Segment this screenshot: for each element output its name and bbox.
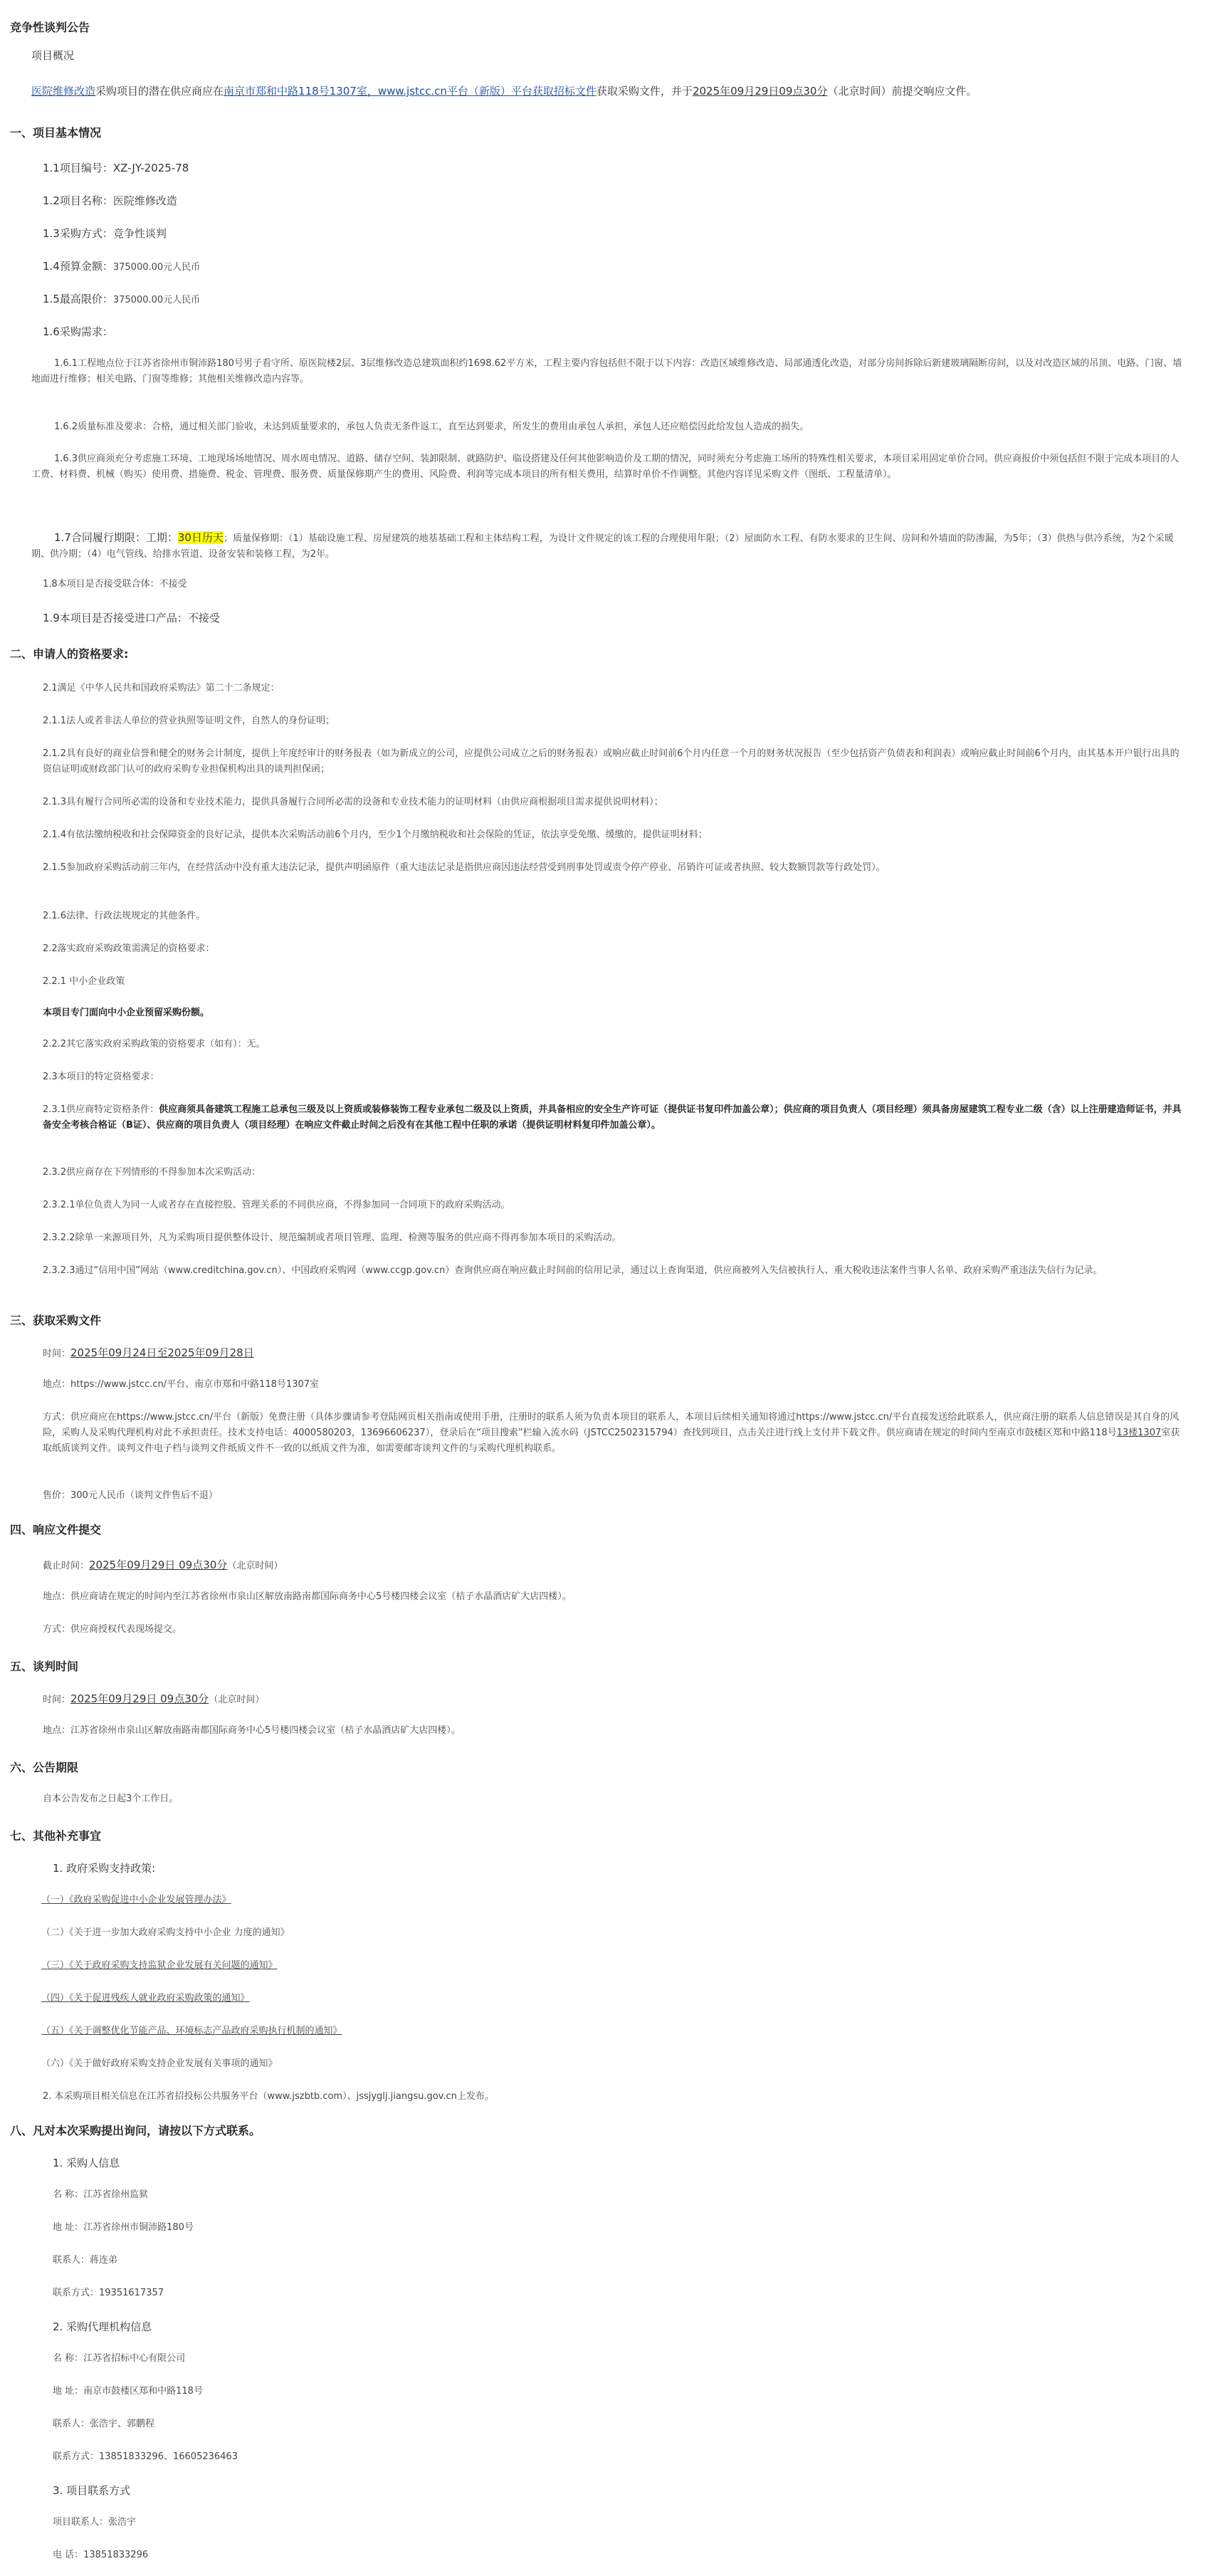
obtain-place: 地点：https://www.jstcc.cn/平台、南京市郑和中路118号1307室 — [43, 1379, 320, 1390]
budget — [10, 258, 1198, 276]
project-link[interactable]: 医院维修改造 — [31, 85, 96, 98]
section-2-heading: 二、申请人的资格要求: — [10, 647, 129, 661]
address-link[interactable]: 南京市郑和中路118号1307室，www.jstcc.cn平台（新版）平台获取招标文件 — [224, 85, 597, 98]
project-contact: 项目联系人：张浩宇 — [53, 2517, 137, 2528]
policy-heading: 1. 政府采购支持政策: — [53, 1862, 156, 1875]
agent-address: 地 址：南京市鼓楼区郑和中路118号 — [53, 2386, 203, 2397]
req-2-1-6: 2.1.6法律、行政法规规定的其他条件。 — [43, 911, 206, 921]
procurement-needs: 1.6采购需求： — [43, 325, 113, 338]
price-cap — [10, 290, 1198, 308]
req-2-1-1: 2.1.1法人或者非法人单位的营业执照等证明文件，自然人的身份证明； — [43, 716, 335, 726]
submit-deadline — [10, 1556, 1198, 1574]
overview-t1: 采购项目的潜在供应商应在 — [95, 85, 224, 98]
overview-text — [10, 83, 1198, 100]
policy-item-6: （六）《关于做好政府采购支持企业发展有关事项的通知》 — [41, 2058, 278, 2069]
agent-name: 名 称：江苏省招标中心有限公司 — [53, 2353, 186, 2364]
policy-link-5[interactable]: （五）《关于调整优化节能产品、环境标志产品政府采购执行机制的通知》 — [41, 2026, 342, 2036]
need-3: 1.6.3供应商须充分考虑施工环境、工地现场场地情况、周水周电情况、道路、储存空间、装卸限制、就路防护、临设搭建及任何其他影响造价及工期的情况，同时须充分考虑施工场所的特殊性相关要求，本项目采用固定单价合同。供应商报价中须包括但不限于完成本项目的人工费、材料费、机械（购买）使用费、措施费、税金、管理费、服务费、质量保修期产生的费用、风险费、利润等完成本项目的所有相关费用，结算时单价不作调整。其他内容详见采购文件（图纸、工程量清单）。 — [31, 454, 1180, 480]
req-2-2-1: 2.2.1 中小企业政策 — [43, 976, 125, 987]
req-2-2: 2.2落实政府采购政策需满足的资格要求： — [43, 943, 215, 954]
policy-link-4[interactable]: （四）《关于促进残疾人就业政府采购政策的通知》 — [41, 1993, 250, 2004]
req-2-3: 2.3本项目的特定资格要求： — [43, 1072, 159, 1082]
obtain-way-u: 13楼1307 — [1116, 1428, 1162, 1438]
submit-place: 地点：供应商请在规定的时间内至江苏省徐州市泉山区解放南路南都国际商务中心5号楼四楼会议室（桔子水晶酒店矿大店四楼）。 — [43, 1591, 572, 1602]
need-2: 1.6.2质量标准及要求：合格，通过相关部门验收，未达到质量要求的，承包人负责无条件返工，直至达到要求，所发生的费用由承包人承担，承包人还应赔偿因此给发包人造成的损失。 — [54, 422, 809, 432]
negotiation-time — [10, 1690, 1198, 1708]
policy-item-2: （二）《关于进一步加大政府采购支持中小企业 力度的通知》 — [41, 1927, 290, 1938]
negotiation-time-tz: （北京时间） — [209, 1695, 265, 1705]
negotiation-time-value: 2025年09月29日 09点30分 — [70, 1692, 209, 1705]
negotiation-place: 地点：江苏省徐州市泉山区解放南路南都国际商务中心5号楼四楼会议室（桔子水晶酒店矿大店四楼）。 — [43, 1725, 461, 1736]
imports: 1.9本项目是否接受进口产品：不接受 — [43, 612, 220, 624]
section-7-heading: 七、其他补充事宜 — [10, 1829, 102, 1843]
project-name: 1.2项目名称：医院维修改造 — [43, 194, 177, 207]
req-2-2-1-bold: 本项目专门面向中小企业预留采购份额。 — [43, 1007, 210, 1018]
buyer-name: 名 称：江苏省徐州监狱 — [53, 2189, 149, 2200]
policy-item-3[interactable] — [10, 1958, 1198, 1974]
req-2-3-1-label: 2.3.1供应商特定资格条件： — [43, 1104, 159, 1115]
req-2-1-5: 2.1.5参加政府采购活动前三年内，在经营活动中没有重大违法记录，提供声明函原件（重大违法记录是指供应商因违法经营受到刑事处罚或责令停产停业、吊销许可证或者执照、较大数额罚款等行政处罚）。 — [43, 862, 886, 873]
section-4-heading: 四、响应文件提交 — [10, 1523, 102, 1536]
req-2-3-2-2: 2.3.2.2除单一来源项目外，凡为采购项目提供整体设计、规范编制或者项目管理、监理、检测等服务的供应商不得再参加本项目的采购活动。 — [43, 1232, 621, 1243]
req-2-2-2: 2.2.2其它落实政府采购政策的资格要求（如有）：无。 — [43, 1039, 266, 1049]
policy-item-5[interactable] — [10, 2023, 1198, 2039]
buyer-contact: 联系人：蒋连弟 — [53, 2255, 118, 2266]
req-2-1-4: 2.1.4有依法缴纳税收和社会保障资金的良好记录，提供本次采购活动前6个月内，至少1个月缴纳税收和社会保险的凭证，依法享受免缴、缓缴的，提供证明材料； — [43, 829, 708, 840]
obtain-price: 售价：300元人民币（谈判文件售后不退） — [43, 1490, 218, 1501]
agent-heading: 2. 采购代理机构信息 — [53, 2320, 152, 2333]
agent-tel: 联系方式：13851833296、16605236463 — [53, 2451, 238, 2462]
submit-deadline-tz: （北京时间） — [227, 1561, 283, 1571]
obtain-time — [10, 1344, 1198, 1362]
overview-t3: （北京时间）前提交响应文件。 — [827, 85, 977, 98]
section-1-heading: 一、项目基本情况 — [10, 126, 102, 140]
policy-link-1[interactable]: （一）《政府采购促进中小企业发展管理办法》 — [41, 1895, 231, 1905]
req-2-1-2: 2.1.2具有良好的商业信誉和健全的财务会计制度，提供上年度经审计的财务报表（如为新成立的公司，应提供公司成立之后的财务报表）或响应截止时间前6个月内任意一个月的财务状况报告（至少包括资产负债表和利润表）或响应截止时间前6个月内，由其基本开户银行出具的资信证明或财政部门认可的政府采购专业担保机构出具的谈判担保函； — [43, 748, 1180, 775]
submit-deadline-label: 截止时间： — [43, 1561, 90, 1571]
buyer-tel: 联系方式：19351617357 — [53, 2288, 164, 2298]
contract-period — [10, 529, 1198, 562]
submit-deadline-value: 2025年09月29日 09点30分 — [89, 1559, 228, 1571]
need-1: 1.6.1工程地点位于江苏省徐州市铜沛路180号男子看守所、原医院楼2层、3层维修改造总建筑面积约1698.62平方米，工程主要内容包括但不限于以下内容：改造区域维修改造、局部通透化改造，对部分房间拆除后新建玻璃隔断房间，以及对改造区域的吊顶、电路、门窗、墙地面进行维修；相关电路、门窗等维修；其他相关维修改造内容等。 — [31, 358, 1182, 384]
budget-value: 375000.00元人民币 — [112, 262, 201, 273]
consortium: 1.8本项目是否接受联合体：不接受 — [43, 579, 187, 590]
cap-value: 375000.00元人民币 — [112, 295, 201, 305]
overview-t2: 获取采购文件，并于 — [596, 85, 693, 98]
req-2-3-2: 2.3.2供应商存在下列情形的不得参加本次采购活动： — [43, 1167, 261, 1178]
buyer-heading: 1. 采购人信息 — [53, 2157, 120, 2169]
req-2-3-2-3: 2.3.2.3通过“信用中国”网站（www.creditchina.gov.cn）、中国政府采购网（www.ccgp.gov.cn）查询供应商在响应截止时间前的信用记录，通过以上查询渠道，供应商被列入失信被执行人、重大税收违法案件当事人名单、政府采购严重违法失信行为记录。 — [43, 1265, 1103, 1276]
overview-deadline: 2025年09月29日09点30分 — [692, 85, 828, 98]
policy-link-3[interactable]: （三）《关于政府采购支持监狱企业发展有关问题的通知》 — [41, 1960, 278, 1971]
project-number: 1.1项目编号：XZ-JY-2025-78 — [43, 162, 189, 174]
obtain-time-label: 时间： — [43, 1349, 71, 1359]
period-highlight: 30日历天 — [177, 531, 224, 544]
req-2-1-3: 2.1.3具有履行合同所必需的设备和专业技术能力，提供具备履行合同所必需的设备和专业技术能力的证明材料（由供应商根据项目需求提供说明材料）； — [43, 797, 663, 807]
req-2-3-2-1: 2.3.2.1单位负责人为同一人或者存在直接控股、管理关系的不同供应商，不得参加同一合同项下的政府采购活动。 — [43, 1200, 510, 1210]
req-2-1: 2.1满足《中华人民共和国政府采购法》第二十二条规定： — [43, 683, 280, 693]
cap-label: 1.5最高限价： — [43, 293, 113, 305]
policy-item-4[interactable] — [10, 1991, 1198, 2006]
project-tel: 电 话：13851833296 — [53, 2550, 149, 2560]
section-6-heading: 六、公告期限 — [10, 1761, 79, 1774]
project-contact-heading: 3. 项目联系方式 — [53, 2484, 131, 2497]
period-label: 1.7合同履行期限：工期： — [54, 531, 178, 544]
agent-contact: 联系人：张浩宇、郭鹏程 — [53, 2419, 155, 2429]
overview-heading: 项目概况 — [31, 49, 75, 62]
obtain-way-a: 方式：供应商应在https://www.jstcc.cn/平台（新版）免费注册（具体步骤请参考登陆网页相关指南或使用手册，注册时的联系人须为负责本项目的联系人，本项目后续相关通知将通过https://www.jstcc.cn/平台直接发送给此联系人，供应商注册的联系人信息错误是其自身的风险，采购人及采购代理机构对此不承担责任。技术支持电话：4000580203，13696606237），登录后在“项目搜索”栏输入流水码（JSTCC2502315794）查找到项目，点击关注进行线上支付并下载文件。供应商请在规定的时间内至南京市鼓楼区郑和中路118号 — [43, 1412, 1180, 1438]
buyer-address: 地 址：江苏省徐州市铜沛路180号 — [53, 2222, 194, 2233]
period-rest: ；质量保修期：（1）基础设施工程、房屋建筑的地基基础工程和主体结构工程，为设计文件规定的该工程的合理使用年限；（2）屋面防水工程、有防水要求的卫生间、房间和外墙面的防渗漏，为5年；（3）供热与供冷系统，为2个采暖期、供冷期；（4）电气管线、给排水管道、设备安装和装修工程，为2年。 — [31, 533, 1174, 560]
publish-note: 2. 本采购项目相关信息在江苏省招投标公共服务平台（www.jszbtb.com）、jssjyglj.jiangsu.gov.cn上发布。 — [43, 2091, 494, 2102]
obtain-way-b: 室获取纸质谈判文件。谈判文件电子档与谈判文件纸质文件不一致的以纸质文件为准，如需要邮寄谈判文件的与采购代理机构联系。 — [43, 1428, 1180, 1454]
obtain-time-value: 2025年09月24日至2025年09月28日 — [70, 1346, 254, 1359]
section-3-heading: 三、获取采购文件 — [10, 1314, 102, 1327]
negotiation-time-label: 时间： — [43, 1695, 71, 1705]
section-5-heading: 五、谈判时间 — [10, 1660, 79, 1673]
section-8-heading: 八、凡对本次采购提出询问，请按以下方式联系。 — [10, 2124, 261, 2137]
submit-way: 方式：供应商授权代表现场提交。 — [43, 1624, 182, 1635]
budget-label: 1.4预算金额： — [43, 260, 113, 273]
notice-period: 自本公告发布之日起3个工作日。 — [43, 1794, 179, 1804]
req-2-3-1-bold: 供应商须具备建筑工程施工总承包三级及以上资质或装修装饰工程专业承包二级及以上资质，并具备相应的安全生产许可证（提供证书复印件加盖公章）；供应商的项目负责人（项目经理）须具备房屋建筑工程专业二级（含）以上注册建造师证书，并具备安全考核合格证（B证）、供应商的项目负责人（项目经理）在响应文件截止时间之后没有在其他工程中任职的承诺（提供证明材料复印件加盖公章）。 — [43, 1104, 1182, 1131]
policy-item-1[interactable] — [10, 1892, 1198, 1908]
req-2-3-1 — [10, 1102, 1198, 1133]
page-title: 竞争性谈判公告 — [10, 21, 90, 34]
procurement-method: 1.3采购方式：竞争性谈判 — [43, 227, 167, 240]
obtain-way — [10, 1410, 1198, 1457]
